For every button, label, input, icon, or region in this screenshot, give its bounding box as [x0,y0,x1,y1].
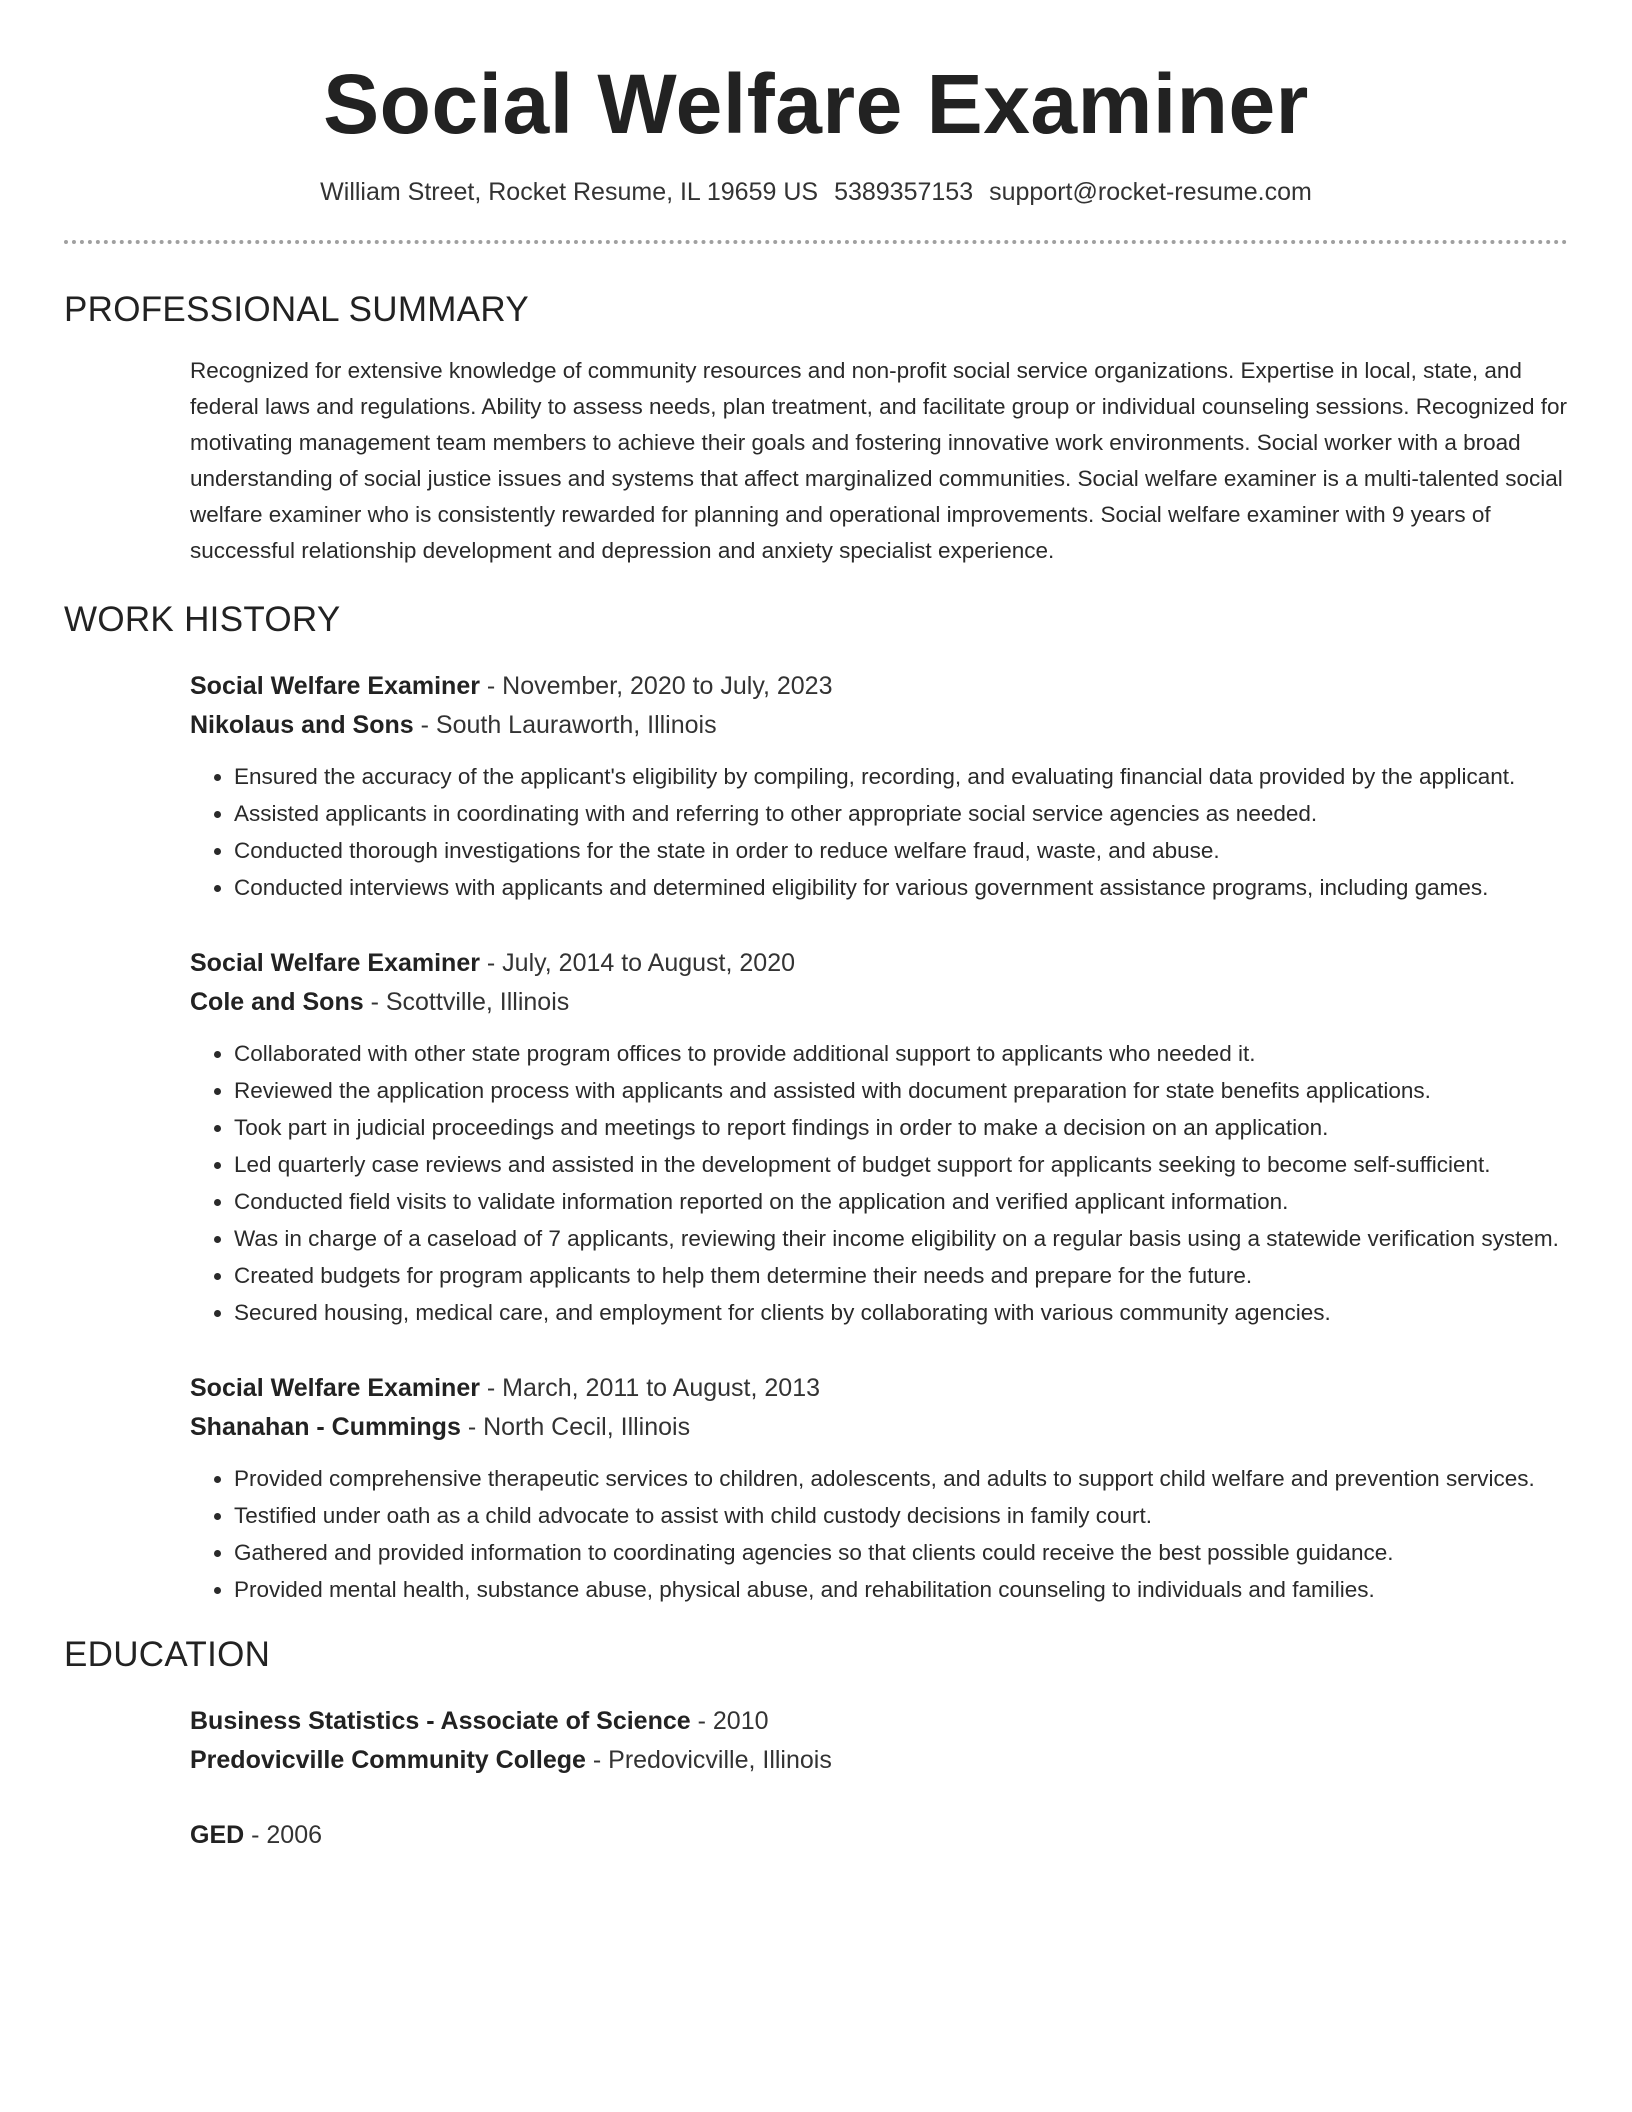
job-company: Nikolaus and Sons [190,710,414,739]
contact-phone: 5389357153 [834,178,974,207]
job-bullet: • Collaborated with other state program offices to provide additional support to applicants who needed it. [234,1036,1568,1072]
job-bullet: • Conducted field visits to validate information reported on the application and verified applicant information. [234,1184,1568,1220]
job-bullet: • Provided mental health, substance abuse, physical abuse, and rehabilitation counseling to individuals and families. [234,1572,1568,1608]
job-company-line [190,706,1568,745]
education-school: Predovicville Community College [190,1745,586,1774]
education-entry [190,1702,1568,1780]
job-company: Shanahan - Cummings [190,1412,461,1441]
job-bullet: • Created budgets for program applicants to help them determine their needs and prepare for the future. [234,1258,1568,1294]
summary-section [190,353,1568,569]
job-title-line [190,667,1568,706]
job-company: Cole and Sons [190,987,364,1016]
job-bullet: • Ensured the accuracy of the applicant's eligibility by compiling, recording, and evaluating financial data provided by the applicant. [234,759,1568,795]
job-location: - South Lauraworth, Illinois [413,710,717,739]
job-dates: - November, 2020 to July, 2023 [479,671,833,700]
education-year: - 2006 [244,1820,323,1849]
education-degree-line [190,1816,1568,1855]
section-title-education: EDUCATION [64,1634,271,1674]
job-company-line [190,1408,1568,1447]
header-divider [64,240,1568,244]
education-degree: GED [190,1820,245,1849]
job-title-line [190,1369,1568,1408]
job-bullet: • Led quarterly case reviews and assisted in the development of budget support for applicants seeking to become self-sufficient. [234,1147,1568,1183]
job-bullets [190,1461,1568,1608]
summary-text: Recognized for extensive knowledge of community resources and non-profit social service organizations. Expertise in local, state, and federal laws and regulations. Ability to assess needs, plan treatment, and facilitate group or individual counseling sessions. Recognized for motivating management team members to achieve their goals and fostering innovative work environments. Social worker with a broad understanding of social justice issues and systems that affect marginalized communities. Social welfare examiner is a multi-talented social welfare examiner who is consistently rewarded for planning and operational improvements. Social welfare examiner with 9 years of successful relationship development and depression and anxiety specialist experience. [190,357,1568,563]
job-bullet: • Was in charge of a caseload of 7 applicants, reviewing their income eligibility on a regular basis using a statewide verification system. [234,1221,1568,1257]
section-title-work-history: WORK HISTORY [64,599,341,639]
job-bullet: • Testified under oath as a child advocate to assist with child custody decisions in family court. [234,1498,1568,1534]
job-company-line [190,983,1568,1022]
job-dates: - March, 2011 to August, 2013 [479,1373,820,1402]
education-degree-line [190,1702,1568,1741]
job-bullets [190,1036,1568,1331]
job-role: Social Welfare Examiner [190,671,480,700]
contact-line [64,176,1568,209]
job-bullet: • Secured housing, medical care, and employment for clients by collaborating with various community agencies. [234,1295,1568,1331]
education-year: - 2010 [690,1706,769,1735]
job-role: Social Welfare Examiner [190,948,480,977]
candidate-name: Social Welfare Examiner [323,57,1309,151]
education-section [190,1702,1568,1855]
job-bullet: • Reviewed the application process with applicants and assisted with document preparation for state benefits applications. [234,1073,1568,1109]
job-bullet: • Provided comprehensive therapeutic services to children, adolescents, and adults to support child welfare and prevention services. [234,1461,1568,1497]
education-location: - Predovicville, Illinois [585,1745,832,1774]
education-entry [190,1816,1568,1855]
job-location: - North Cecil, Illinois [460,1412,691,1441]
job-entry [190,667,1568,906]
work-history-section [190,667,1568,1608]
section-title-summary: PROFESSIONAL SUMMARY [64,289,529,329]
job-entry [190,944,1568,1331]
contact-email: support@rocket-resume.com [989,178,1312,207]
resume-page [64,0,1568,1855]
job-bullets [190,759,1568,906]
job-bullet: • Conducted thorough investigations for the state in order to reduce welfare fraud, waste, and abuse. [234,833,1568,869]
job-bullet: • Assisted applicants in coordinating with and referring to other appropriate social service agencies as needed. [234,796,1568,832]
job-bullet: • Took part in judicial proceedings and meetings to report findings in order to make a decision on an application. [234,1110,1568,1146]
job-title-line [190,944,1568,983]
job-entry [190,1369,1568,1608]
education-school-line [190,1741,1568,1780]
job-location: - Scottville, Illinois [363,987,570,1016]
education-degree: Business Statistics - Associate of Science [190,1706,691,1735]
job-dates: - July, 2014 to August, 2020 [479,948,795,977]
job-role: Social Welfare Examiner [190,1373,480,1402]
contact-address: William Street, Rocket Resume, IL 19659 US [320,178,819,207]
job-bullet: • Gathered and provided information to coordinating agencies so that clients could receive the best possible guidance. [234,1535,1568,1571]
job-bullet: • Conducted interviews with applicants and determined eligibility for various government assistance programs, including games. [234,870,1568,906]
